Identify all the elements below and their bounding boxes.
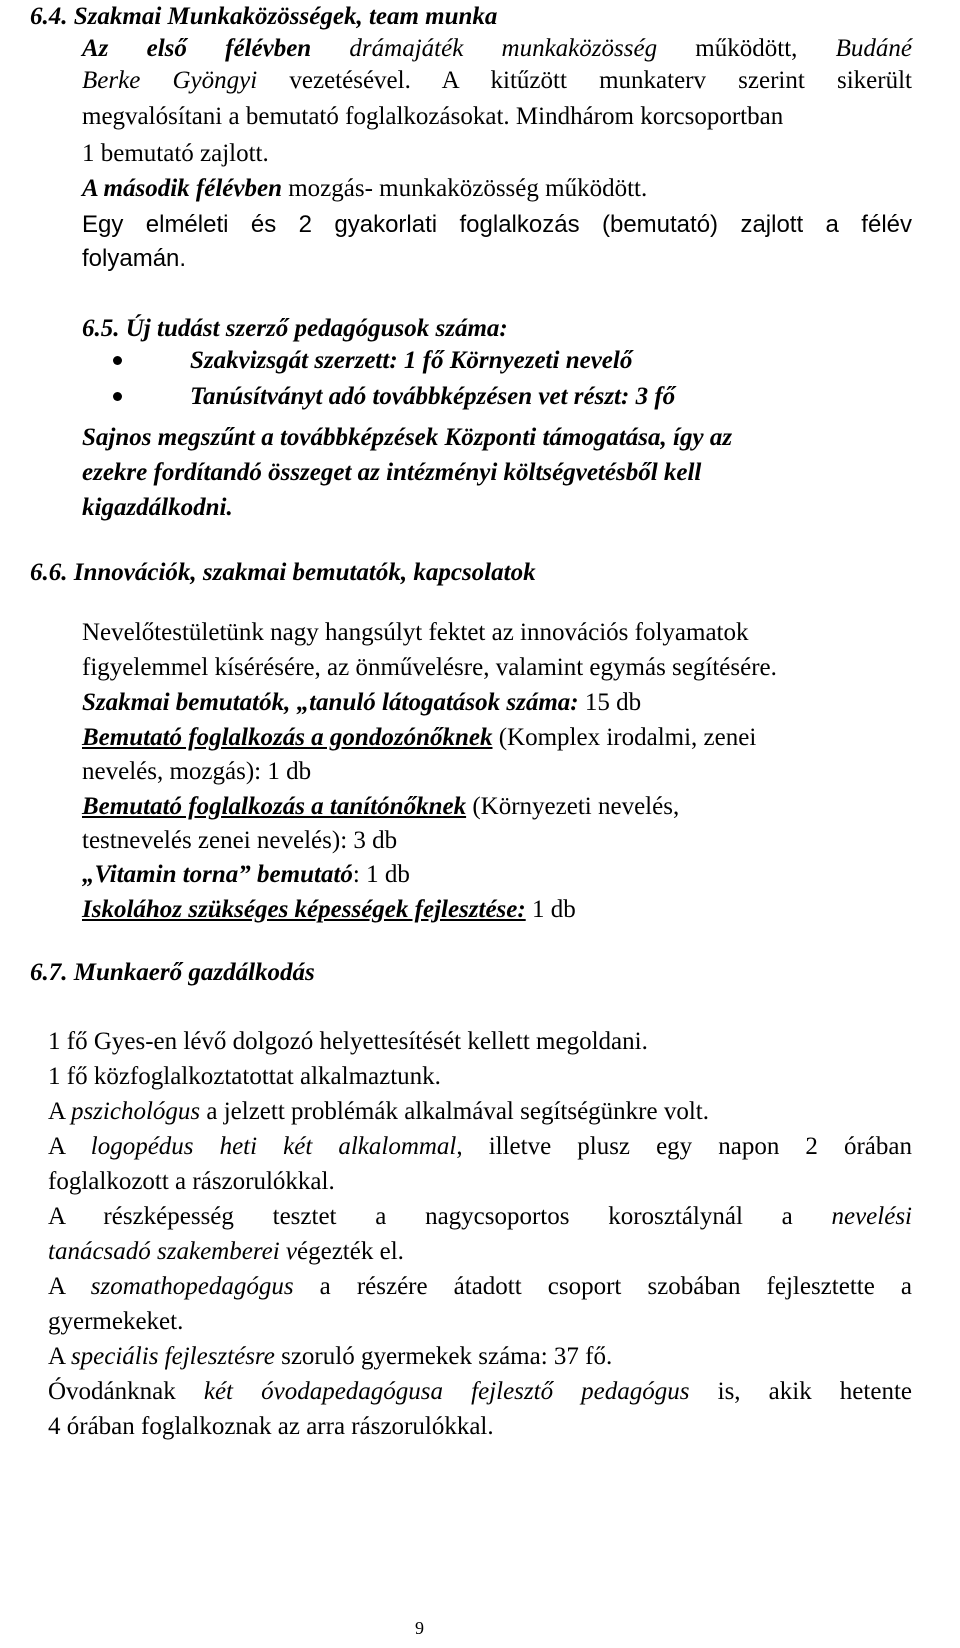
s64-line-2: Berke Gyöngyi vezetésével. A kitűzött munkaterv szerint sikerült [82,67,912,94]
s64-line-7: folyamán. [82,245,187,272]
s66-row-3-cont: testnevelés zenei nevelés): 3 db [82,827,398,854]
s66-row-2-cont: nevelés, mozgás): 1 db [82,758,312,785]
section-6-6-heading: 6.6. Innovációk, szakmai bemutatók, kapcsolatok [30,559,536,586]
section-6-7-heading: 6.7. Munkaerő gazdálkodás [30,959,315,986]
s66-row-1: Szakmai bemutatók, „tanuló látogatások száma: 15 db [82,689,642,716]
s67-line-8: A szomathopedagógus a részére átadott csoport szobában fejlesztette a [48,1273,912,1300]
s67-line-10: A speciális fejlesztésre szoruló gyermekek száma: 37 fő. [48,1343,613,1370]
s67-line-5: foglalkozott a rászorulókkal. [48,1168,335,1195]
s67-line-9: gyermekeket. [48,1308,184,1335]
s65-bullet-1: Szakvizsgát szerzett: 1 fő Környezeti nevelő [190,347,633,374]
s64-line-4: 1 bemutató zajlott. [82,140,269,167]
s67-line-6: A részképesség tesztet a nagycsoportos korosztálynál a nevelési [48,1203,912,1230]
bullet-icon [113,356,122,365]
s66-row-2: Bemutató foglalkozás a gondozónőknek (Komplex irodalmi, zenei [82,724,757,751]
s66-row-4: „Vitamin torna” bemutató: 1 db [82,861,410,888]
s65-para-line-2: ezekre fordítandó összeget az intézményi költségvetésből kell [82,459,702,486]
s67-line-1: 1 fő Gyes-en lévő dolgozó helyettesítését kellett megoldani. [48,1028,648,1055]
s67-line-12: 4 órában foglalkoznak az arra rászorulókkal. [48,1413,494,1440]
s67-line-2: 1 fő közfoglalkoztatottat alkalmaztunk. [48,1063,441,1090]
section-6-4-heading: 6.4. Szakmai Munkaközösségek, team munka [30,3,498,30]
s67-line-3: A pszichológus a jelzett problémák alkalmával segítségünkre volt. [48,1098,709,1125]
s66-row-3: Bemutató foglalkozás a tanítónőknek (Környezeti nevelés, [82,793,680,820]
s66-intro-line-2: figyelemmel kísérésére, az önművelésre, valamint egymás segítésére. [82,654,777,681]
s67-line-11: Óvodánknak két óvodapedagógusa fejlesztő pedagógus is, akik hetente [48,1378,912,1405]
s64-line-5: A második félévben mozgás- munkaközösség működött. [82,175,648,202]
s65-para-line-1: Sajnos megszűnt a továbbképzések Központi támogatása, így az [82,424,733,451]
s64-line-1: Az első félévben drámajáték munkaközösség működött, Budáné [82,35,913,62]
s65-bullet-2: Tanúsítványt adó továbbképzésen vet részt: 3 fő [190,383,676,410]
s64-line-3: megvalósítani a bemutató foglalkozásokat. Mindhárom korcsoportban [82,103,784,130]
s66-intro-line-1: Nevelőtestületünk nagy hangsúlyt fektet az innovációs folyamatok [82,619,749,646]
s64-line-6: Egy elméleti és 2 gyakorlati foglalkozás (bemutató) zajlott a félév [82,211,912,238]
s66-row-5: Iskolához szükséges képességek fejlesztése: 1 db [82,896,576,923]
s67-line-4: A logopédus heti két alkalommal, illetve plusz egy napon 2 órában [48,1133,912,1160]
page-number: 9 [415,1618,424,1638]
section-6-5-heading: 6.5. Új tudást szerző pedagógusok száma: [82,315,508,342]
s67-line-7: tanácsadó szakemberei végezték el. [48,1238,404,1265]
bullet-icon [113,392,122,401]
s65-para-line-3: kigazdálkodni. [82,494,233,521]
